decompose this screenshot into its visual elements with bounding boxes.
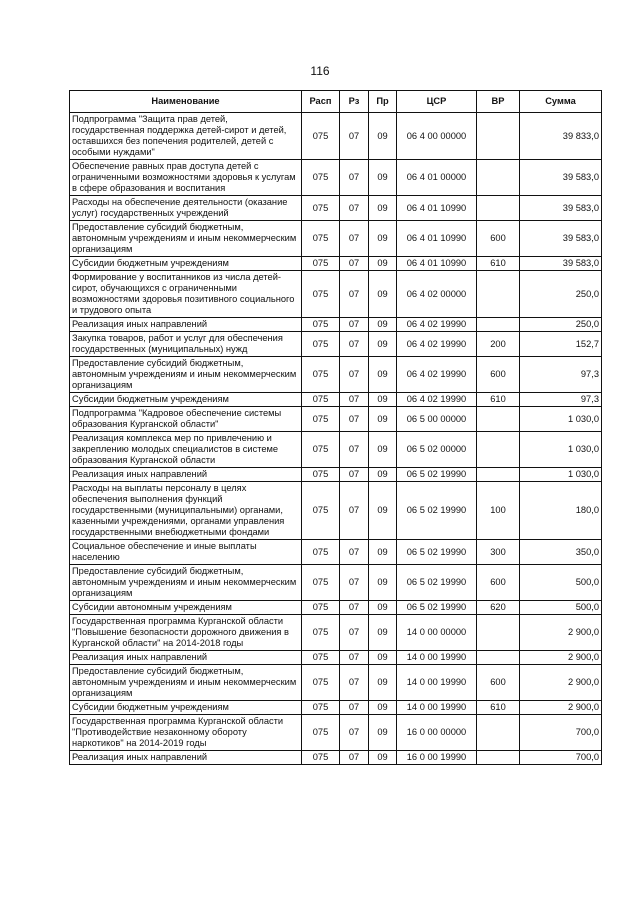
cell-sum: 1 030,0 — [520, 468, 602, 482]
cell-rasp: 075 — [302, 751, 340, 765]
cell-sum: 250,0 — [520, 318, 602, 332]
cell-sum: 250,0 — [520, 271, 602, 318]
cell-name: Субсидии бюджетным учреждениям — [70, 393, 302, 407]
cell-rz: 07 — [340, 432, 369, 468]
cell-vr: 600 — [477, 565, 520, 601]
page-number: 116 — [310, 64, 330, 78]
table-header-row — [70, 91, 602, 113]
cell-rasp: 075 — [302, 482, 340, 540]
table-row — [70, 651, 602, 665]
cell-rz: 07 — [340, 318, 369, 332]
cell-vr — [477, 715, 520, 751]
cell-sum: 700,0 — [520, 751, 602, 765]
cell-pr: 09 — [369, 651, 397, 665]
cell-csr: 06 5 02 19990 — [397, 468, 477, 482]
cell-pr: 09 — [369, 196, 397, 221]
cell-rasp: 075 — [302, 651, 340, 665]
cell-csr: 06 5 02 19990 — [397, 540, 477, 565]
cell-vr — [477, 432, 520, 468]
cell-vr: 610 — [477, 257, 520, 271]
cell-rz: 07 — [340, 715, 369, 751]
cell-csr: 06 5 00 00000 — [397, 407, 477, 432]
cell-name: Формирование у воспитанников из числа детей-сирот, обучающихся с ограниченными возможностями здоровья позитивного социального и трудового опыта — [70, 271, 302, 318]
cell-rz: 07 — [340, 701, 369, 715]
cell-rz: 07 — [340, 468, 369, 482]
cell-csr: 06 4 00 00000 — [397, 113, 477, 160]
cell-csr: 06 4 02 00000 — [397, 271, 477, 318]
cell-vr: 200 — [477, 332, 520, 357]
cell-pr: 09 — [369, 701, 397, 715]
cell-pr: 09 — [369, 357, 397, 393]
table-row — [70, 318, 602, 332]
column-header-sum: Сумма — [520, 91, 602, 113]
table-row — [70, 357, 602, 393]
cell-sum: 97,3 — [520, 357, 602, 393]
cell-pr: 09 — [369, 407, 397, 432]
cell-rz: 07 — [340, 257, 369, 271]
table-row — [70, 601, 602, 615]
cell-csr: 14 0 00 19990 — [397, 651, 477, 665]
cell-pr: 09 — [369, 615, 397, 651]
cell-vr: 100 — [477, 482, 520, 540]
cell-name: Государственная программа Курганской области "Противодействие незаконному обороту наркотиков" на 2014-2019 годы — [70, 715, 302, 751]
cell-name: Предоставление субсидий бюджетным, автономным учреждениям и иным некоммерческим организациям — [70, 665, 302, 701]
cell-vr: 610 — [477, 701, 520, 715]
cell-rasp: 075 — [302, 160, 340, 196]
cell-rasp: 075 — [302, 565, 340, 601]
cell-csr: 06 4 02 19990 — [397, 357, 477, 393]
cell-rasp: 075 — [302, 407, 340, 432]
cell-name: Предоставление субсидий бюджетным, автономным учреждениям и иным некоммерческим организациям — [70, 565, 302, 601]
cell-name: Расходы на обеспечение деятельности (оказание услуг) государственных учреждений — [70, 196, 302, 221]
cell-name: Субсидии бюджетным учреждениям — [70, 701, 302, 715]
cell-csr: 06 5 02 19990 — [397, 565, 477, 601]
column-header-name: Наименование — [70, 91, 302, 113]
cell-rz: 07 — [340, 407, 369, 432]
cell-rz: 07 — [340, 751, 369, 765]
cell-pr: 09 — [369, 332, 397, 357]
cell-pr: 09 — [369, 482, 397, 540]
cell-vr — [477, 113, 520, 160]
cell-rasp: 075 — [302, 540, 340, 565]
cell-sum: 180,0 — [520, 482, 602, 540]
cell-csr: 06 4 01 10990 — [397, 221, 477, 257]
cell-sum: 700,0 — [520, 715, 602, 751]
cell-csr: 06 5 02 19990 — [397, 601, 477, 615]
cell-vr — [477, 615, 520, 651]
cell-sum: 500,0 — [520, 565, 602, 601]
cell-csr: 16 0 00 00000 — [397, 715, 477, 751]
table-row — [70, 393, 602, 407]
table-row — [70, 432, 602, 468]
cell-rasp: 075 — [302, 715, 340, 751]
cell-vr: 600 — [477, 357, 520, 393]
cell-name: Реализация иных направлений — [70, 468, 302, 482]
column-header-pr: Пр — [369, 91, 397, 113]
cell-csr: 16 0 00 19990 — [397, 751, 477, 765]
table-row — [70, 407, 602, 432]
cell-sum: 39 583,0 — [520, 160, 602, 196]
cell-sum: 39 583,0 — [520, 257, 602, 271]
cell-pr: 09 — [369, 540, 397, 565]
budget-table — [69, 90, 602, 765]
cell-rz: 07 — [340, 665, 369, 701]
column-header-vr: ВР — [477, 91, 520, 113]
cell-sum: 1 030,0 — [520, 407, 602, 432]
cell-sum: 2 900,0 — [520, 651, 602, 665]
cell-rasp: 075 — [302, 196, 340, 221]
cell-name: Реализация комплекса мер по привлечению и закреплению молодых специалистов в системе образования Курганской области — [70, 432, 302, 468]
cell-vr — [477, 271, 520, 318]
cell-pr: 09 — [369, 393, 397, 407]
cell-sum: 350,0 — [520, 540, 602, 565]
cell-name: Предоставление субсидий бюджетным, автономным учреждениям и иным некоммерческим организациям — [70, 221, 302, 257]
cell-pr: 09 — [369, 160, 397, 196]
cell-csr: 06 5 02 19990 — [397, 482, 477, 540]
cell-name: Расходы на выплаты персоналу в целях обеспечения выполнения функций государственными (муниципальными) органами, казенными учреждениями, органами управления государственными внебюджетными фондами — [70, 482, 302, 540]
table-row — [70, 665, 602, 701]
cell-rasp: 075 — [302, 221, 340, 257]
cell-rz: 07 — [340, 221, 369, 257]
cell-vr — [477, 160, 520, 196]
cell-csr: 14 0 00 19990 — [397, 701, 477, 715]
cell-pr: 09 — [369, 318, 397, 332]
cell-csr: 14 0 00 00000 — [397, 615, 477, 651]
cell-vr: 610 — [477, 393, 520, 407]
cell-vr — [477, 407, 520, 432]
cell-pr: 09 — [369, 271, 397, 318]
cell-pr: 09 — [369, 565, 397, 601]
cell-rasp: 075 — [302, 601, 340, 615]
cell-rz: 07 — [340, 615, 369, 651]
cell-sum: 2 900,0 — [520, 701, 602, 715]
cell-vr: 620 — [477, 601, 520, 615]
cell-name: Государственная программа Курганской области "Повышение безопасности дорожного движения в Курганской области" на 2014-2018 годы — [70, 615, 302, 651]
cell-vr — [477, 468, 520, 482]
cell-sum: 39 833,0 — [520, 113, 602, 160]
cell-rz: 07 — [340, 196, 369, 221]
column-header-rasp: Расп — [302, 91, 340, 113]
cell-sum: 500,0 — [520, 601, 602, 615]
cell-rz: 07 — [340, 332, 369, 357]
cell-rasp: 075 — [302, 665, 340, 701]
cell-vr: 600 — [477, 221, 520, 257]
cell-rasp: 075 — [302, 432, 340, 468]
table-row — [70, 113, 602, 160]
cell-rasp: 075 — [302, 468, 340, 482]
cell-csr: 06 4 02 19990 — [397, 393, 477, 407]
cell-csr: 06 4 01 10990 — [397, 196, 477, 221]
cell-sum: 152,7 — [520, 332, 602, 357]
table-row — [70, 482, 602, 540]
cell-vr: 300 — [477, 540, 520, 565]
cell-name: Подпрограмма "Кадровое обеспечение системы образования Курганской области" — [70, 407, 302, 432]
cell-csr: 06 4 01 10990 — [397, 257, 477, 271]
table-row — [70, 715, 602, 751]
cell-pr: 09 — [369, 715, 397, 751]
cell-rz: 07 — [340, 113, 369, 160]
cell-csr: 06 4 02 19990 — [397, 332, 477, 357]
cell-rasp: 075 — [302, 332, 340, 357]
cell-rasp: 075 — [302, 701, 340, 715]
cell-name: Реализация иных направлений — [70, 651, 302, 665]
column-header-rz: Рз — [340, 91, 369, 113]
cell-rz: 07 — [340, 601, 369, 615]
cell-sum: 2 900,0 — [520, 665, 602, 701]
cell-pr: 09 — [369, 751, 397, 765]
cell-rz: 07 — [340, 482, 369, 540]
cell-pr: 09 — [369, 601, 397, 615]
cell-csr: 06 4 02 19990 — [397, 318, 477, 332]
table-row — [70, 701, 602, 715]
cell-sum: 39 583,0 — [520, 196, 602, 221]
cell-pr: 09 — [369, 432, 397, 468]
cell-rz: 07 — [340, 540, 369, 565]
cell-sum: 39 583,0 — [520, 221, 602, 257]
cell-name: Реализация иных направлений — [70, 318, 302, 332]
cell-vr — [477, 651, 520, 665]
cell-rasp: 075 — [302, 357, 340, 393]
table-row — [70, 271, 602, 318]
cell-rasp: 075 — [302, 257, 340, 271]
cell-rz: 07 — [340, 651, 369, 665]
table-row — [70, 468, 602, 482]
cell-pr: 09 — [369, 257, 397, 271]
cell-name: Закупка товаров, работ и услуг для обеспечения государственных (муниципальных) нужд — [70, 332, 302, 357]
cell-vr — [477, 196, 520, 221]
cell-name: Подпрограмма "Защита прав детей, государственная поддержка детей-сирот и детей, оставшихся без попечения родителей, детей с особыми нуждами" — [70, 113, 302, 160]
cell-name: Предоставление субсидий бюджетным, автономным учреждениям и иным некоммерческим организациям — [70, 357, 302, 393]
cell-rz: 07 — [340, 565, 369, 601]
cell-csr: 06 4 01 00000 — [397, 160, 477, 196]
table-row — [70, 332, 602, 357]
cell-rz: 07 — [340, 357, 369, 393]
cell-name: Реализация иных направлений — [70, 751, 302, 765]
cell-vr — [477, 751, 520, 765]
table-row — [70, 540, 602, 565]
cell-rasp: 075 — [302, 615, 340, 651]
cell-csr: 14 0 00 19990 — [397, 665, 477, 701]
cell-rasp: 075 — [302, 318, 340, 332]
cell-name: Социальное обеспечение и иные выплаты населению — [70, 540, 302, 565]
cell-vr: 600 — [477, 665, 520, 701]
cell-rz: 07 — [340, 393, 369, 407]
table-row — [70, 196, 602, 221]
cell-csr: 06 5 02 00000 — [397, 432, 477, 468]
cell-rasp: 075 — [302, 113, 340, 160]
cell-rz: 07 — [340, 271, 369, 318]
cell-name: Обеспечение равных прав доступа детей с ограниченными возможностями здоровья к услугам в сфере образования и воспитания — [70, 160, 302, 196]
table-row — [70, 257, 602, 271]
table-row — [70, 160, 602, 196]
cell-sum: 1 030,0 — [520, 432, 602, 468]
cell-rasp: 075 — [302, 271, 340, 318]
cell-pr: 09 — [369, 113, 397, 160]
table-row — [70, 221, 602, 257]
cell-pr: 09 — [369, 468, 397, 482]
cell-name: Субсидии бюджетным учреждениям — [70, 257, 302, 271]
cell-vr — [477, 318, 520, 332]
cell-sum: 2 900,0 — [520, 615, 602, 651]
table-row — [70, 751, 602, 765]
cell-pr: 09 — [369, 665, 397, 701]
cell-pr: 09 — [369, 221, 397, 257]
cell-sum: 97,3 — [520, 393, 602, 407]
cell-rasp: 075 — [302, 393, 340, 407]
table-row — [70, 565, 602, 601]
column-header-csr: ЦСР — [397, 91, 477, 113]
cell-rz: 07 — [340, 160, 369, 196]
table-row — [70, 615, 602, 651]
cell-name: Субсидии автономным учреждениям — [70, 601, 302, 615]
